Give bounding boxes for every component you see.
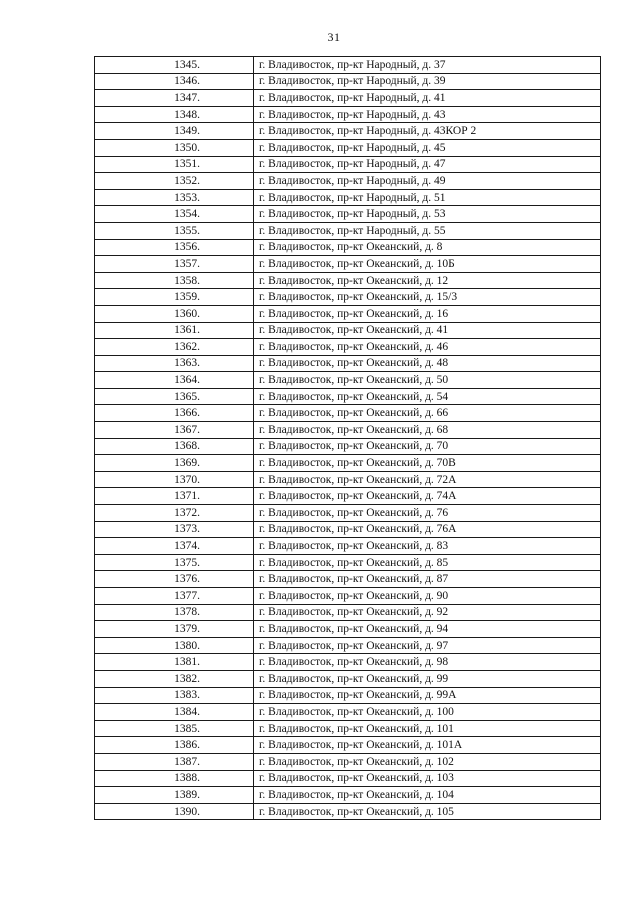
table-row: [95, 123, 601, 140]
address-cell: г. Владивосток, пр-кт Океанский, д. 97: [254, 637, 601, 654]
table-row: [95, 90, 601, 107]
table-row: [95, 621, 601, 638]
table-row: [95, 670, 601, 687]
table-row: [95, 405, 601, 422]
row-number-cell: 1386.: [95, 737, 254, 754]
table-row: [95, 637, 601, 654]
row-number-cell: 1373.: [95, 521, 254, 538]
row-number-cell: 1380.: [95, 637, 254, 654]
table-row: [95, 521, 601, 538]
row-number-cell: 1354.: [95, 206, 254, 223]
address-cell: г. Владивосток, пр-кт Народный, д. 45: [254, 139, 601, 156]
table-row: [95, 388, 601, 405]
row-number-cell: 1365.: [95, 388, 254, 405]
address-table: [94, 56, 601, 820]
address-cell: г. Владивосток, пр-кт Народный, д. 39: [254, 73, 601, 90]
address-cell: г. Владивосток, пр-кт Океанский, д. 70: [254, 438, 601, 455]
table-row: [95, 438, 601, 455]
row-number-cell: 1364.: [95, 372, 254, 389]
address-cell: г. Владивосток, пр-кт Народный, д. 55: [254, 222, 601, 239]
table-row: [95, 322, 601, 339]
address-cell: г. Владивосток, пр-кт Океанский, д. 100: [254, 704, 601, 721]
row-number-cell: 1367.: [95, 422, 254, 439]
page-number: 31: [327, 30, 341, 44]
table-row: [95, 222, 601, 239]
address-cell: г. Владивосток, пр-кт Народный, д. 41: [254, 90, 601, 107]
address-cell: г. Владивосток, пр-кт Народный, д. 43КОР 2: [254, 123, 601, 140]
row-number-cell: 1383.: [95, 687, 254, 704]
address-cell: г. Владивосток, пр-кт Океанский, д. 99: [254, 670, 601, 687]
table-row: [95, 139, 601, 156]
row-number-cell: 1368.: [95, 438, 254, 455]
row-number-cell: 1346.: [95, 73, 254, 90]
address-cell: г. Владивосток, пр-кт Океанский, д. 94: [254, 621, 601, 638]
address-cell: г. Владивосток, пр-кт Океанский, д. 10Б: [254, 256, 601, 273]
address-cell: г. Владивосток, пр-кт Океанский, д. 70В: [254, 455, 601, 472]
row-number-cell: 1358.: [95, 272, 254, 289]
table-row: [95, 73, 601, 90]
row-number-cell: 1363.: [95, 355, 254, 372]
table-row: [95, 173, 601, 190]
address-cell: г. Владивосток, пр-кт Океанский, д. 83: [254, 538, 601, 555]
table-row: [95, 803, 601, 820]
address-cell: г. Владивосток, пр-кт Океанский, д. 76: [254, 505, 601, 522]
row-number-cell: 1369.: [95, 455, 254, 472]
table-row: [95, 106, 601, 123]
row-number-cell: 1375.: [95, 554, 254, 571]
address-cell: г. Владивосток, пр-кт Океанский, д. 76А: [254, 521, 601, 538]
address-cell: г. Владивосток, пр-кт Народный, д. 37: [254, 57, 601, 74]
table-row: [95, 737, 601, 754]
table-row: [95, 239, 601, 256]
address-cell: г. Владивосток, пр-кт Океанский, д. 104: [254, 787, 601, 804]
address-cell: г. Владивосток, пр-кт Океанский, д. 74А: [254, 488, 601, 505]
table-row: [95, 720, 601, 737]
table-row: [95, 753, 601, 770]
row-number-cell: 1345.: [95, 57, 254, 74]
table-row: [95, 339, 601, 356]
address-cell: г. Владивосток, пр-кт Океанский, д. 99А: [254, 687, 601, 704]
address-cell: г. Владивосток, пр-кт Народный, д. 43: [254, 106, 601, 123]
address-cell: г. Владивосток, пр-кт Океанский, д. 41: [254, 322, 601, 339]
table-row: [95, 505, 601, 522]
table-row: [95, 471, 601, 488]
table-row: [95, 422, 601, 439]
address-cell: г. Владивосток, пр-кт Океанский, д. 68: [254, 422, 601, 439]
address-cell: г. Владивосток, пр-кт Народный, д. 49: [254, 173, 601, 190]
row-number-cell: 1353.: [95, 189, 254, 206]
row-number-cell: 1389.: [95, 787, 254, 804]
address-cell: г. Владивосток, пр-кт Океанский, д. 92: [254, 604, 601, 621]
row-number-cell: 1360.: [95, 305, 254, 322]
address-cell: г. Владивосток, пр-кт Океанский, д. 101А: [254, 737, 601, 754]
table-row: [95, 305, 601, 322]
table-row: [95, 455, 601, 472]
table-row: [95, 538, 601, 555]
row-number-cell: 1355.: [95, 222, 254, 239]
address-cell: г. Владивосток, пр-кт Океанский, д. 46: [254, 339, 601, 356]
table-row: [95, 189, 601, 206]
address-cell: г. Владивосток, пр-кт Океанский, д. 66: [254, 405, 601, 422]
row-number-cell: 1381.: [95, 654, 254, 671]
table-row: [95, 256, 601, 273]
row-number-cell: 1379.: [95, 621, 254, 638]
address-cell: г. Владивосток, пр-кт Народный, д. 47: [254, 156, 601, 173]
row-number-cell: 1352.: [95, 173, 254, 190]
table-row: [95, 289, 601, 306]
row-number-cell: 1376.: [95, 571, 254, 588]
address-cell: г. Владивосток, пр-кт Океанский, д. 54: [254, 388, 601, 405]
row-number-cell: 1387.: [95, 753, 254, 770]
row-number-cell: 1357.: [95, 256, 254, 273]
table-row: [95, 654, 601, 671]
row-number-cell: 1359.: [95, 289, 254, 306]
table-row: [95, 604, 601, 621]
address-cell: г. Владивосток, пр-кт Океанский, д. 90: [254, 588, 601, 605]
table-row: [95, 372, 601, 389]
row-number-cell: 1377.: [95, 588, 254, 605]
table-row: [95, 206, 601, 223]
address-cell: г. Владивосток, пр-кт Океанский, д. 50: [254, 372, 601, 389]
table-row: [95, 687, 601, 704]
address-table-body: [95, 57, 601, 820]
row-number-cell: 1371.: [95, 488, 254, 505]
address-cell: г. Владивосток, пр-кт Океанский, д. 85: [254, 554, 601, 571]
table-row: [95, 571, 601, 588]
address-cell: г. Владивосток, пр-кт Океанский, д. 98: [254, 654, 601, 671]
row-number-cell: 1362.: [95, 339, 254, 356]
address-cell: г. Владивосток, пр-кт Океанский, д. 8: [254, 239, 601, 256]
row-number-cell: 1384.: [95, 704, 254, 721]
row-number-cell: 1378.: [95, 604, 254, 621]
row-number-cell: 1351.: [95, 156, 254, 173]
row-number-cell: 1361.: [95, 322, 254, 339]
row-number-cell: 1372.: [95, 505, 254, 522]
address-cell: г. Владивосток, пр-кт Океанский, д. 103: [254, 770, 601, 787]
row-number-cell: 1347.: [95, 90, 254, 107]
row-number-cell: 1388.: [95, 770, 254, 787]
table-row: [95, 704, 601, 721]
row-number-cell: 1390.: [95, 803, 254, 820]
address-cell: г. Владивосток, пр-кт Океанский, д. 12: [254, 272, 601, 289]
address-cell: г. Владивосток, пр-кт Океанский, д. 87: [254, 571, 601, 588]
address-cell: г. Владивосток, пр-кт Океанский, д. 105: [254, 803, 601, 820]
row-number-cell: 1348.: [95, 106, 254, 123]
address-cell: г. Владивосток, пр-кт Океанский, д. 72А: [254, 471, 601, 488]
address-cell: г. Владивосток, пр-кт Океанский, д. 102: [254, 753, 601, 770]
address-cell: г. Владивосток, пр-кт Океанский, д. 101: [254, 720, 601, 737]
table-row: [95, 57, 601, 74]
row-number-cell: 1370.: [95, 471, 254, 488]
table-row: [95, 554, 601, 571]
row-number-cell: 1374.: [95, 538, 254, 555]
row-number-cell: 1350.: [95, 139, 254, 156]
row-number-cell: 1382.: [95, 670, 254, 687]
row-number-cell: 1385.: [95, 720, 254, 737]
address-cell: г. Владивосток, пр-кт Народный, д. 53: [254, 206, 601, 223]
address-cell: г. Владивосток, пр-кт Океанский, д. 48: [254, 355, 601, 372]
row-number-cell: 1356.: [95, 239, 254, 256]
table-row: [95, 787, 601, 804]
table-row: [95, 770, 601, 787]
table-row: [95, 272, 601, 289]
address-cell: г. Владивосток, пр-кт Океанский, д. 16: [254, 305, 601, 322]
table-row: [95, 156, 601, 173]
table-row: [95, 355, 601, 372]
address-cell: г. Владивосток, пр-кт Океанский, д. 15/3: [254, 289, 601, 306]
table-row: [95, 588, 601, 605]
table-row: [95, 488, 601, 505]
row-number-cell: 1349.: [95, 123, 254, 140]
address-cell: г. Владивосток, пр-кт Народный, д. 51: [254, 189, 601, 206]
row-number-cell: 1366.: [95, 405, 254, 422]
